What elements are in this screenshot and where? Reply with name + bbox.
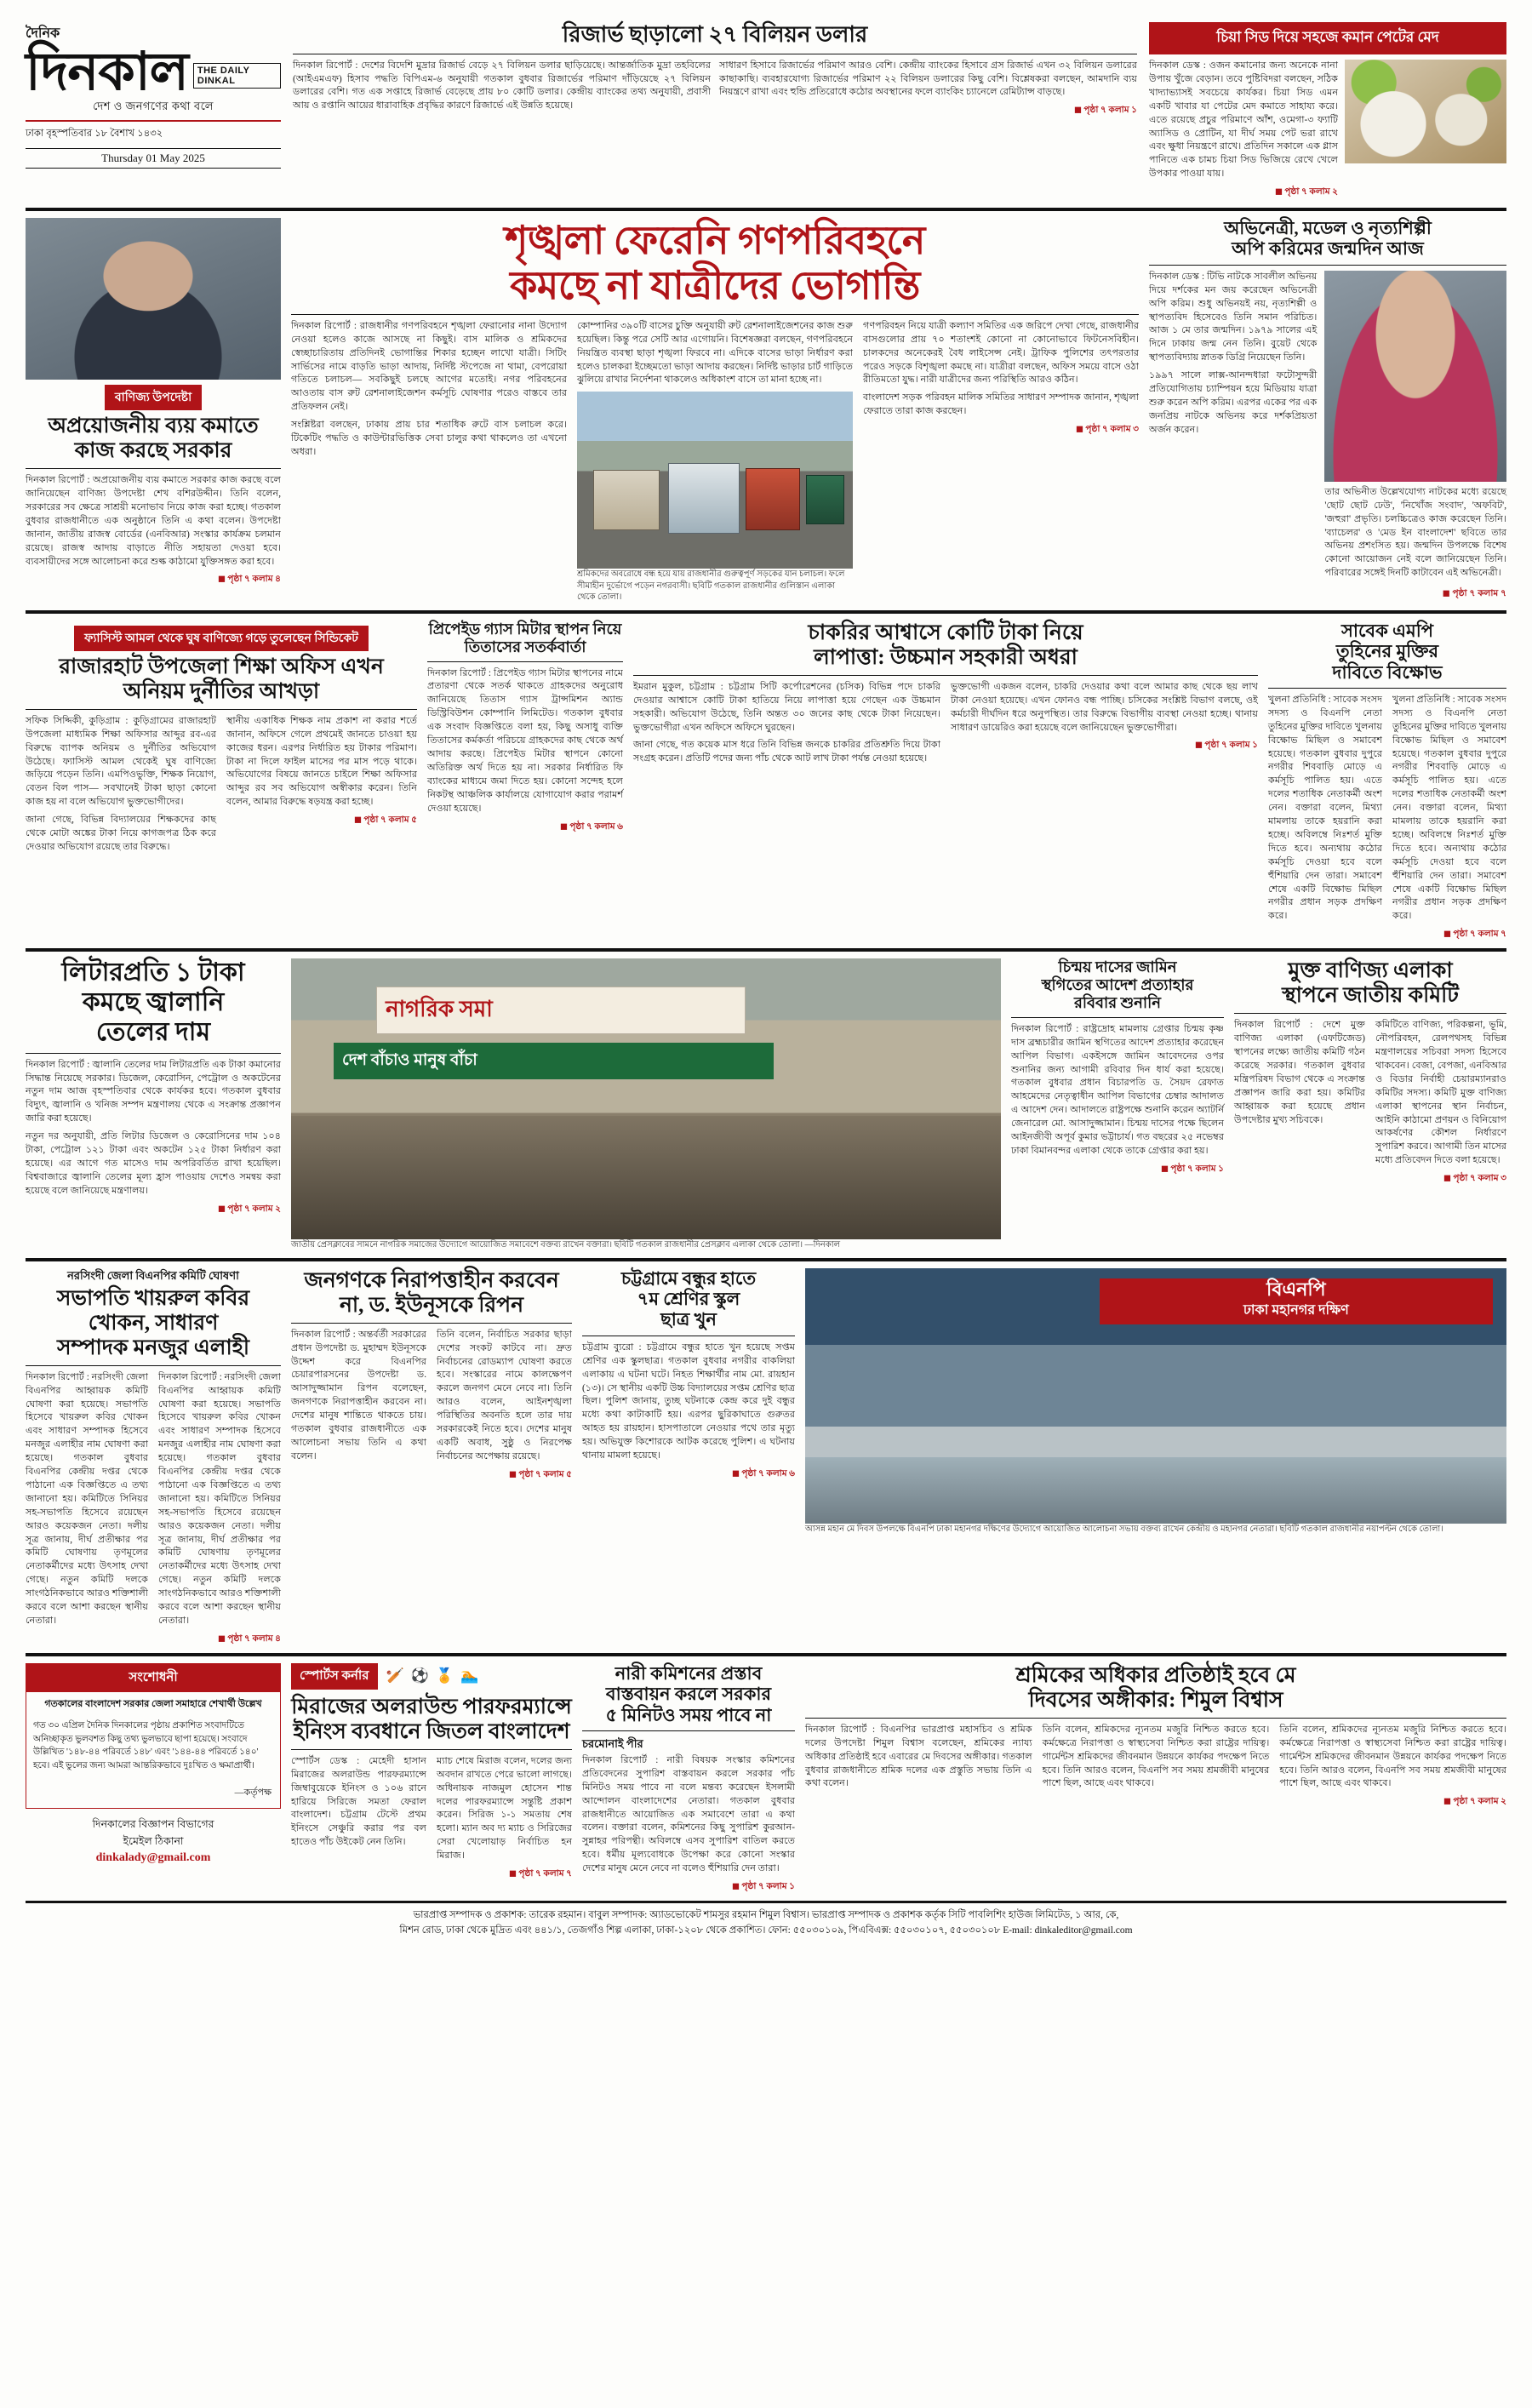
masthead-bengali-date: ঢাকা বৃহস্পতিবার ১৮ বৈশাখ ১৪৩২ [26,129,163,140]
adviser-story [26,218,281,603]
correction-body: গত ৩০ এপ্রিল দৈনিক দিনকালের পৃষ্ঠায় প্রকাশিত সংবাদটিতে অনিচ্ছাকৃত ভুলবশত কিছু তথ্য ভুলভাবে ছাপা হয়েছে। সংবাদে উল্লিখিত '১৪৮-৪৪ পরিবর্তে ১৪৮' এবং '১৪৪-৪৪ পরিবর্তে ১৪০' হবে। এই ভুলের জন্য আমরা আন্তরিকভাবে দুঃখিত ও ক্ষমাপ্রার্থী। [33,1720,259,1771]
ripon-story [291,1268,572,1646]
correction-block [26,1663,281,1894]
fuel-text: দিনকাল রিপোর্ট : জ্বালানি তেলের দাম লিটারপ্রতি এক টাকা কমানোর সিদ্ধান্ত নিয়েছে সরকার। ডিজেল, কেরোসিন, পেট্রোল ও অকটেনের নতুন দাম আজ বৃহস্পতিবার থেকে কার্যকর হবে। গতকাল বুধবার বিদ্যুৎ, জ্বালানি ও খনিজ সম্পদ মন্ত্রণালয় থেকে এ সংক্রান্ত প্রজ্ঞাপন জারি করা হয়েছে। নতুন দর অনুযায়ী, প্রতি লিটার ডিজেল ও কেরোসিনের দাম ১০৪ টাকা, পেট্রোল ১২১ টাকা এবং অকটেন ১২৫ টাকা নির্ধারণ করা হয়েছে। এর আগে গত মাসেও দাম অপরিবর্তিত রাখা হয়েছিল। বিশ্ববাজারে জ্বালানি তেলের মূল্য হ্রাস পাওয়ায় দেশেও সমন্বয় করা হয়েছে বলে জানিয়েছে মন্ত্রণালয়। ◼ পৃষ্ঠা ৭ কলাম ২ [26,1059,281,1214]
adviser-headline: অপ্রয়োজনীয় ব্যয় কমাতে কাজ করছে সরকার [48,415,259,463]
narsingdi-bnp-story [26,1268,281,1646]
bnp-meeting-photo [805,1268,1506,1524]
sports-block [291,1663,572,1894]
rajarhat-story [26,621,417,941]
titas-more-link[interactable]: ◼ পৃষ্ঠা ৭ কলাম ৬ [560,821,623,832]
job-fraud-column-2: ভুক্তভোগী একজন বলেন, চাকরি দেওয়ার কথা বলে আমার কাছ থেকে ছয় লাখ টাকা নেওয়া হয়েছে। এখন ফোনও বন্ধ পাচ্ছি। চসিকের সংশ্লিষ্ট বিভাগ বলছে, ওই কর্মচারী দীর্ঘদিন ধরে অনুপস্থিত। তার বিরুদ্ধে বিভাগীয় ব্যবস্থা নেওয়া হচ্ছে। থানায় সাধারণ ডায়েরিও করা হয়েছে বলে জানিয়েছেন ভুক্তভোগীরা। ◼ পৃষ্ঠা ৭ কলাম ১ [951,681,1258,751]
hero-more-link[interactable]: ◼ পৃষ্ঠা ৭ কলাম ৩ [1076,425,1139,435]
free-trade-column-1: দিনকাল রিপোর্ট : দেশে মুক্ত বাণিজ্য এলাকা (এফটিজেড) স্থাপনের লক্ষ্যে জাতীয় কমিটি গঠন করেছে সরকার। গতকাল বুধবার মন্ত্রিপরিষদ বিভাগ থেকে এ সংক্রান্ত প্রজ্ঞাপন জারি করা হয়। কমিটির আহ্বায়ক করা হয়েছে প্রধান উপদেষ্টার মুখ্য সচিবকে। [1234,1020,1365,1125]
sports-icons [386,1667,479,1684]
actress-headline-line1: অভিনেত্রী, মডেল ও নৃত্যশিল্পী [1224,218,1432,239]
correction-signature: —কর্তৃপক্ষ [234,1787,272,1798]
actress-story [1149,218,1506,603]
correction-box [26,1663,281,1809]
pir-kicker: চরমোনাই পীর [582,1736,643,1750]
cricket-icon: 🏏 [386,1667,404,1684]
rajarhat-column-2: স্থানীয় একাধিক শিক্ষক নাম প্রকাশ না করার শর্তে জানান, অফিসে গেলে প্রথমেই জানতে চাওয়া হয় কাজের ধরন। এরপর নির্ধারিত হয় টাকার পরিমাণ। টাকা না দিলে ফাইল মাসের পর মাস পড়ে থাকে। অভিযোগের বিষয়ে জানতে চাইলে শিক্ষা অফিসার আব্দুর রব সব অভিযোগ অস্বীকার করেন। তিনি বলেন, আমার বিরুদ্ধে ষড়যন্ত্র করা হচ্ছে। ◼ পৃষ্ঠা ৭ কলাম ৫ [226,715,417,826]
ctg-text: চট্টগ্রাম ব্যুরো : চট্টগ্রামে বন্ধুর হাতে খুন হয়েছে সপ্তম শ্রেণির এক স্কুলছাত্র। গতকাল বুধবার নগরীর বাকলিয়া এলাকায় এ ঘটনা ঘটে। নিহত শিক্ষার্থীর নাম মো. রায়হান (১৩)। সে স্থানীয় একটি উচ্চ বিদ্যালয়ের সপ্তম শ্রেণির ছাত্র ছিল। পুলিশ জানায়, তুচ্ছ ঘটনাকে কেন্দ্র করে দুই বন্ধুর মধ্যে কথা কাটাকাটি হয়। এরপর ছুরিকাঘাতে গুরুতর আহত হয় রায়হান। হাসপাতালে নেওয়ার পথে তার মৃত্যু হয়। অভিযুক্ত কিশোরকে আটক করেছে পুলিশ। এ ঘটনায় থানায় মামলা হয়েছে। ◼ পৃষ্ঠা ৭ কলাম ৬ [582,1341,795,1479]
free-trade-more-link[interactable]: ◼ পৃষ্ঠা ৭ কলাম ৩ [1443,1174,1506,1184]
actress-headline-line2: অপি করিমের জন্মদিন আজ [1232,238,1424,260]
third-row [26,958,1506,1251]
hero-column-2: কোম্পানির ৩৯০টি বাসের চুক্তি অনুযায়ী রুট রেশনালাইজেশনের কাজ শুরু হয়েছিল। কিন্তু পরে সেটি আর এগোয়নি। বিশেষজ্ঞরা বলছেন, গণপরিবহনে নিয়ন্ত্রিত ব্যবস্থা ছাড়া শৃঙ্খলা ফিরবে না। এদিকে বাসের ভাড়া নির্ধারণ করা হলেও চালকরা ইচ্ছেমতো ভাড়া আদায় করছেন। নির্দিষ্ট ভাড়ার চার্ট গাড়িতে ঝুলিয়ে রাখার নির্দেশনা থাকলেও অধিকাংশ বাসে তা মানা হচ্ছে না। শ্রমিকদের অবরোধে বন্ধ হয়ে যায় রাজধানীর গুরুত্বপূর্ণ সড়কের যান চলাচল। ফলে সীমাহীন দুর্ভোগে পড়েন নগরবাসী। ছবিটি গতকাল রাজধানীর গুলিস্তান এলাকা থেকে তোলা। [577,320,853,603]
commerce-adviser-photo [26,218,281,380]
football-icon: ⚽ [410,1667,429,1684]
footer-line-1: ভারপ্রাপ্ত সম্পাদক ও প্রকাশক: তারেক রহমান। বাবুল সম্পাদক: অ্যাডভোকেট শামসুর রহমান শিমুল বিশ্বাস। ভারপ্রাপ্ত সম্পাদক ও প্রকাশক কর্তৃক সিটি পাবলিশিং হাউজ লিমিটেড, ১ আর, কে, [413,1909,1119,1920]
shimul-column-1: দিনকাল রিপোর্ট : বিএনপির ভারপ্রাপ্ত মহাসচিব ও শ্রমিক দলের উপদেষ্টা শিমুল বিশ্বাস বলেছেন, শ্রমিকের ন্যায্য অধিকার প্রতিষ্ঠাই হবে এবারের মে দিবসের অঙ্গীকার। গতকাল বুধবার রাজধানীতে শ্রমিক দলের এক প্রস্তুতি সভায় তিনি এ কথা বলেন। [805,1724,1032,1789]
adviser-more-link[interactable]: ◼ পৃষ্ঠা ৭ কলাম ৪ [218,575,281,585]
sports-column-2: ম্যাচ শেষে মিরাজ বলেন, দলের জন্য অবদান রাখতে পেরে ভালো লাগছে। অধিনায়ক নাজমুল হোসেন শান্ত দলের পারফরম্যান্সে সন্তুষ্টি প্রকাশ করেন। সিরিজ ১-১ সমতায় শেষ হলো। ম্যান অব দ্য ম্যাচ ও সিরিজের সেরা খেলোয়াড় নির্বাচিত হন মিরাজ। ◼ পৃষ্ঠা ৭ কলাম ৭ [437,1755,572,1879]
women-headline-line3: ৫ মিনিটও সময় পাবে না [605,1704,772,1725]
women-commission-story [582,1663,795,1894]
sports-corner-label: স্পোর্টস কর্নার [291,1663,378,1690]
logo-small-text: দৈনিক [26,26,60,41]
masthead-branding [26,22,281,169]
correction-heading: সংশোধনী [26,1664,280,1692]
chinmoy-text: দিনকাল রিপোর্ট : রাষ্ট্রদ্রোহ মামলায় গ্রেপ্তার চিন্ময় কৃষ্ণ দাস ব্রহ্মচারীর জামিন স্থগিতের আদেশ প্রত্যাহার করেছেন আপিল বিভাগ। একইসঙ্গে জামিন আবেদনের ওপর শুনানির জন্য আগামী রবিবার দিন ধার্য করা হয়েছে। গতকাল বুধবার প্রধান বিচারপতি ড. সৈয়দ রেফাত আহমেদের নেতৃত্বাধীন আপিল বিভাগের চেম্বার আদালত এ আদেশ দেন। আদালতে রাষ্ট্রপক্ষে শুনানি করেন অ্যাটর্নি জেনারেল মো. আসাদুজ্জামান। চিন্ময় দাসের পক্ষে ছিলেন আইনজীবী অপূর্ব কুমার ভট্টাচার্য। গত বছরের ২৫ নভেম্বর ঢাকা বিমানবন্দর এলাকা থেকে তাকে গ্রেপ্তার করা হয়। ◼ পৃষ্ঠা ৭ কলাম ১ [1011,1023,1224,1174]
hero-column-1: দিনকাল রিপোর্ট : রাজধানীর গণপরিবহনে শৃঙ্খলা ফেরানোর নানা উদ্যোগ নেওয়া হলেও কাজে আসছে না কিছুই। বাস মালিক ও শ্রমিকদের স্বেচ্ছাচারিতায় প্রতিদিনই ভোগান্তির শিকার হচ্ছেন লাখো যাত্রী। সিটিং সার্ভিসের নামে বাড়তি ভাড়া আদায়, নির্দিষ্ট স্টপেজে না থামা, বেপরোয়া গতিতে চলাচল— সবকিছুই চলছে আগের মতোই। নগর পরিবহনের আওতায় বাস রুট রেশনালাইজেশন কর্মসূচি ঘোষণার পরেও বাস্তবে তার প্রতিফলন নেই। সংশ্লিষ্টরা বলছেন, ঢাকায় প্রায় চার শতাধিক রুটে বাস চলাচল করে। টিকেটিং পদ্ধতি ও কাউন্টারভিত্তিক সেবা চালুর কথা থাকলেও তা এখনো অধরা। [291,320,567,457]
sports-corner-bar [291,1663,572,1690]
second-row [26,621,1506,941]
narsingdi-headline-line2: খোকন, সাধারণ [88,1311,219,1335]
ripon-headline-line2: না, ড. ইউনূসকে রিপন [339,1293,524,1317]
shimul-story [805,1663,1506,1894]
mp-tuhin-text: খুলনা প্রতিনিধি : সাবেক সংসদ সদস্য ও বিএনপি নেতা তুহিনের মুক্তির দাবিতে খুলনায় বিক্ষোভ মিছিল ও সমাবেশ হয়েছে। গতকাল বুধবার দুপুরে নগরীর শিববাড়ি মোড়ে এ কর্মসূচি পালিত হয়। এতে দলের শতাধিক নেতাকর্মী অংশ নেন। বক্তারা বলেন, মিথ্যা মামলায় তাকে হয়রানি করা হচ্ছে। অবিলম্বে নিঃশর্ত মুক্তি দিতে হবে। অন্যথায় কঠোর কর্মসূচি দেওয়া হবে বলে হুঁশিয়ারি দেন তারা। সমাবেশ শেষে একটি বিক্ষোভ মিছিল নগরীর প্রধান সড়ক প্রদক্ষিণ করে। [1268,694,1382,922]
opi-karim-photo [1324,271,1506,482]
actress-more-link[interactable]: ◼ পৃষ্ঠা ৭ কলাম ৭ [1442,588,1506,599]
bnp-photo-caption: আসন্ন মহান মে দিবস উপলক্ষে বিএনপি ঢাকা মহানগর দক্ষিণের উদ্যোগে আয়োজিত আলোচনা সভায় বক্তব্য রাখেন কেন্দ্রীয় ও মহানগর নেতারা। ছবিটি গতকাল রাজধানীর নয়াপল্টন থেকে তোলা। [805,1524,1443,1534]
job-fraud-story [633,621,1258,941]
lead-headline: রিজার্ভ ছাড়ালো ২৭ বিলিয়ন ডলার [562,22,868,47]
chinmoy-headline-line1: চিন্ময় দাসের জামিন [1058,958,1177,976]
rally-banner-1: নাগরিক সমা [386,997,493,1022]
women-headline-line1: নারী কমিশনের প্রস্তাব [615,1662,763,1684]
narsingdi-column-2: দিনকাল রিপোর্ট : নরসিংদী জেলা বিএনপির আহ্বায়ক কমিটি ঘোষণা করা হয়েছে। সভাপতি হিসেবে খায়রুল কবির খোকন এবং সাধারণ সম্পাদক হিসেবে মনজুর এলাহীর নাম ঘোষণা করা হয়েছে। গতকাল বুধবার বিএনপির কেন্দ্রীয় দপ্তর থেকে পাঠানো এক বিজ্ঞপ্তিতে এ তথ্য জানানো হয়। কমিটিতে সিনিয়র সহ-সভাপতি হিসেবে রয়েছেন আরও কয়েকজন নেতা। দলীয় সূত্র জানায়, দীর্ঘ প্রতীক্ষার পর কমিটি ঘোষণায় তৃণমূলের নেতাকর্মীদের মধ্যে উৎসাহ দেখা গেছে। নতুন কমিটি দলকে সাংগঠনিকভাবে আরও শক্তিশালী করবে বলে আশা করছেন স্থানীয় নেতারা। ◼ পৃষ্ঠা ৭ কলাম ৪ [158,1371,281,1644]
ctg-more-link[interactable]: ◼ পৃষ্ঠা ৭ কলাম ৬ [732,1468,795,1479]
shimul-headline-line2: দিবসের অঙ্গীকার: শিমুল বিশ্বাস [1028,1688,1283,1712]
job-fraud-more-link[interactable]: ◼ পৃষ্ঠা ৭ কলাম ১ [1195,741,1258,751]
bnp-photo-block [805,1268,1506,1646]
sports-column-1: স্পোর্টস ডেস্ক : মেহেদী হাসান মিরাজের অলরাউন্ড পারফরম্যান্সে জিম্বাবুয়েকে ইনিংস ও ১০৬ রানে হারিয়ে সিরিজে সমতা ফেরাল বাংলাদেশ। চট্টগ্রাম টেস্টে প্রথম ইনিংসে সেঞ্চুরি করার পর বল হাতেও পাঁচ উইকেট নেন তিনি। [291,1755,426,1848]
ripon-column-2: তিনি বলেন, নির্বাচিত সরকার ছাড়া দেশের সংকট কাটবে না। দ্রুত নির্বাচনের রোডম্যাপ ঘোষণা করতে হবে। সংস্কারের নামে কালক্ষেপণ করলে জনগণ মেনে নেবে না। তিনি আরও বলেন, আইনশৃঙ্খলা পরিস্থিতির অবনতি হলে তার দায় সরকারকেই নিতে হবে। দেশের মানুষ একটি অবাধ, সুষ্ঠু ও নিরপেক্ষ নির্বাচনের অপেক্ষায় রয়েছে। ◼ পৃষ্ঠা ৭ কলাম ৫ [437,1329,572,1479]
swimmer-icon: 🏊 [460,1667,479,1684]
correction-subheading: গতকালের বাংলাদেশ সরকার জেলা সমাহারে শেখার্থী উল্লেখ [44,1698,262,1709]
fuel-headline-line3: তেলের দাম [95,1017,211,1046]
free-trade-column-2: কমিটিতে বাণিজ্য, পরিকল্পনা, ভূমি, নৌপরিবহন, রেলপথসহ বিভিন্ন মন্ত্রণালয়ের সচিবরা সদস্য হিসেবে থাকবেন। বেজা, বেপজা, এনবিআর ও বিডার নির্বাহী চেয়ারম্যানরাও কমিটির সদস্য। কমিটি মুক্ত বাণিজ্য এলাকা স্থাপনের স্থান নির্বাচন, আইনি কাঠামো প্রণয়ন ও বিনিয়োগ আকর্ষণের কৌশল নির্ধারণে সুপারিশ করবে। আগামী তিন মাসের মধ্যে প্রতিবেদন দিতে বলা হয়েছে। ◼ পৃষ্ঠা ৭ কলাম ৩ [1375,1020,1506,1184]
adviser-kicker: বাণিজ্য উপদেষ্টা [105,385,202,410]
masthead-english-date: Thursday 01 May 2025 [26,148,281,169]
ripon-headline-line1: জনগণকে নিরাপত্তাহীন করবেন [304,1268,559,1292]
ad-email-line1: দিনকালের বিজ্ঞাপন বিভাগের [92,1817,214,1830]
fourth-row [26,1268,1506,1646]
logo-english-name: THE DAILY DINKAL [193,63,281,89]
page-footer [26,1901,1506,1939]
shimul-headline-line1: শ্রমিকের অধিকার প্রতিষ্ঠাই হবে মে [1015,1663,1296,1687]
job-fraud-column-1: ইমরান মুকুল, চট্টগ্রাম : চট্টগ্রাম সিটি কর্পোরেশনের (চসিক) বিভিন্ন পদে চাকরি দেওয়ার আশ্বাসে কোটি টাকা হাতিয়ে নিয়ে লাপাত্তা হয়ে গেছেন এক উচ্চমান সহকারী। অভিযোগ উঠেছে, তিনি অন্তত ৩০ জনের কাছ থেকে টাকা নিয়েছেন। ভুক্তভোগীরা এখন অফিসে অফিসে ঘুরছেন। জানা গেছে, গত কয়েক মাস ধরে তিনি বিভিন্ন জনকে চাকরির প্রতিশ্রুতি দিয়ে টাকা সংগ্রহ করেন। প্রতিটি পদের জন্য পাঁচ থেকে আট লাখ টাকা পর্যন্ত নেওয়া হয়েছে। [633,681,940,764]
mp-tuhin-more-link[interactable]: ◼ পৃষ্ঠা ৭ কলাম ৭ [1443,929,1506,940]
free-trade-headline-line2: স্থাপনে জাতীয় কমিটি [1282,984,1459,1008]
hero-headline-line1: শৃঙ্খলা ফেরেনি গণপরিবহনে [505,219,925,263]
ctg-murder-story [582,1268,795,1646]
women-headline-line2: বাস্তবায়ন করলে সরকার [605,1684,772,1705]
medal-icon: 🏅 [435,1667,454,1684]
lead-column-2: সাধারণ হিসাবে রিজার্ভের পরিমাণ আরও বেশি। কেন্দ্রীয় ব্যাংকের হিসাবে গ্রস রিজার্ভ এখন ৩২ বিলিয়ন ডলারের কাছাকাছি। ব্যবহারযোগ্য রিজার্ভের পরিমাণ ২২ বিলিয়ন ডলারের কিছু বেশি। বিশ্লেষকরা বলছেন, আমদানি ব্যয় নিয়ন্ত্রণে রাখা এবং হুন্ডি প্রতিরোধে কঠোর অবস্থানের ফলে ব্যাংকিং চ্যানেলে রেমিট্যান্স বাড়ছে। ◼ পৃষ্ঠা ৭ কলাম ১ [719,60,1137,116]
chinmoy-more-link[interactable]: ◼ পৃষ্ঠা ৭ কলাম ১ [1161,1164,1224,1174]
narsingdi-kicker: নরসিংদী জেলা বিএনপির কমিটি ঘোষণা [67,1268,239,1282]
women-more-link[interactable]: ◼ পৃষ্ঠা ৭ কলাম ১ [732,1882,795,1892]
masthead [26,22,1506,199]
titas-text: দিনকাল রিপোর্ট : প্রিপেইড গ্যাস মিটার স্থাপনের নামে প্রতারণা থেকে সতর্ক থাকতে গ্রাহকদের অনুরোধ জানিয়েছে তিতাস গ্যাস ট্রান্সমিশন অ্যান্ড ডিস্ট্রিবিউশন কোম্পানি লিমিটেড। গতকাল বুধবার এক সংবাদ বিজ্ঞপ্তিতে বলা হয়, কিছু অসাধু ব্যক্তি তিতাসের কর্মকর্তা পরিচয়ে গ্রাহকদের কাছ থেকে অর্থ আদায় করছে। প্রিপেইড মিটার স্থাপনে কোনো অতিরিক্ত অর্থ দিতে হয় না। সরকার নির্ধারিত ফি ব্যাংকের মাধ্যমে জমা দিতে হয়। কোনো সন্দেহ হলে নিকটস্থ আঞ্চলিক কার্যালয়ে যোগাযোগ করার পরামর্শ দেওয়া হয়েছে। ◼ পৃষ্ঠা ৭ কলাম ৬ [427,667,623,832]
sports-more-link[interactable]: ◼ পৃষ্ঠা ৭ কলাম ৭ [509,1869,572,1879]
sports-headline-line2: ইনিংস ব্যবধানে জিতল বাংলাদেশ [293,1719,570,1743]
mp-tuhin-headline-line3: দাবিতে বিক্ষোভ [1332,661,1443,683]
narsingdi-column-1: দিনকাল রিপোর্ট : নরসিংদী জেলা বিএনপির আহ্বায়ক কমিটি ঘোষণা করা হয়েছে। সভাপতি হিসেবে খায়রুল কবির খোকন এবং সাধারণ সম্পাদক হিসেবে মনজুর এলাহীর নাম ঘোষণা করা হয়েছে। গতকাল বুধবার বিএনপির কেন্দ্রীয় দপ্তর থেকে পাঠানো এক বিজ্ঞপ্তিতে এ তথ্য জানানো হয়। কমিটিতে সিনিয়র সহ-সভাপতি হিসেবে রয়েছেন আরও কয়েকজন নেতা। দলীয় সূত্র জানায়, দীর্ঘ প্রতীক্ষার পর কমিটি ঘোষণায় তৃণমূলের নেতাকর্মীদের মধ্যে উৎসাহ দেখা গেছে। নতুন কমিটি দলকে সাংগঠনিকভাবে আরও শক্তিশালী করবে বলে আশা করছেন স্থানীয় নেতারা। [26,1371,148,1627]
sports-headline-line1: মিরাজের অলরাউন্ড পারফরম্যান্সে [291,1695,572,1719]
narsingdi-headline-line1: সভাপতি খায়রুল কবির [56,1286,250,1310]
ripon-column-1: দিনকাল রিপোর্ট : অন্তর্বর্তী সরকারের প্রধান উপদেষ্টা ড. মুহাম্মদ ইউনূসকে উদ্দেশ করে বিএনপির চেয়ারপারসনের উপদেষ্টা ড. আসাদুজ্জামান রিপন বলেছেন, জনগণকে নিরাপত্তাহীন করবেন না। দেশের মানুষ শান্তিতে থাকতে চায়। গতকাল বুধবার রাজধানীতে এক আলোচনা সভায় তিনি এ কথা বলেন। [291,1329,426,1461]
job-fraud-headline-line1: চাকরির আশ্বাসে কোটি টাকা নিয়ে [808,621,1083,644]
mp-tuhin-story [1268,621,1506,941]
chinmoy-headline-line2: স্থগিতের আদেশ প্রত্যাহার [1041,976,1194,994]
fuel-headline-line1: লিটারপ্রতি ১ টাকা [61,958,245,987]
ad-email-address[interactable]: dinkalady@gmail.com [95,1850,211,1864]
shimul-column-3: তিনি বলেন, শ্রমিকদের ন্যূনতম মজুরি নিশ্চিত করতে হবে। কর্মক্ষেত্রে নিরাপত্তা ও স্বাস্থ্যসেবা নিশ্চিত করা রাষ্ট্রের দায়িত্ব। গার্মেন্টস শ্রমিকদের জীবনমান উন্নয়নে কার্যকর পদক্ষেপ নিতে হবে। তিনি আরও বলেন, বিএনপি সব সময় শ্রমজীবী মানুষের পাশে ছিল, আছে এবং থাকবে। ◼ পৃষ্ঠা ৭ কলাম ২ [1279,1724,1507,1807]
rajarhat-column-1: সফিক সিদ্দিকী, কুড়িগ্রাম : কুড়িগ্রামের রাজারহাট উপজেলা মাধ্যমিক শিক্ষা অফিসার আব্দুর রব-এর বিরুদ্ধে ব্যাপক অনিয়ম ও দুর্নীতির অভিযোগ উঠেছে। ফ্যাসিস্ট আমল থেকেই ঘুষ বাণিজ্যে জড়িয়ে পড়েন তিনি। এমপিওভুক্তি, শিক্ষক নিয়োগ, বেতন বিল পাস— সবখানেই টাকা ছাড়া কোনো কাজ হয় না বলে অভিযোগ ভুক্তভোগীদের। জানা গেছে, বিভিন্ন বিদ্যালয়ের শিক্ষকদের কাছ থেকে মোটা অঙ্কের টাকা নিয়ে কাগজপত্র ঠিক করে দেওয়ার অভিযোগ রয়েছে তার বিরুদ্ধে। [26,715,216,852]
shimul-column-2: তিনি বলেন, শ্রমিকদের ন্যূনতম মজুরি নিশ্চিত করতে হবে। কর্মক্ষেত্রে নিরাপত্তা ও স্বাস্থ্যসেবা নিশ্চিত করা রাষ্ট্রের দায়িত্ব। গার্মেন্টস শ্রমিকদের জীবনমান উন্নয়নে কার্যকর পদক্ষেপ নিতে হবে। তিনি আরও বলেন, বিএনপি সব সময় শ্রমজীবী মানুষের পাশে ছিল, আছে এবং থাকবে। [1042,1724,1270,1789]
titas-headline: প্রিপেইড গ্যাস মিটার স্থাপন নিয়ে তিতাসের সতর্কবার্তা [428,620,622,655]
free-trade-headline-line1: মুক্ত বাণিজ্য এলাকা [1288,959,1453,983]
job-fraud-headline-line2: লাপাত্তা: উচ্চমান সহকারী অধরা [814,645,1078,669]
rally-photo-caption: জাতীয় প্রেসক্লাবের সামনে নাগরিক সমাজের উদ্যোগে আয়োজিত সমাবেশে বক্তব্য রাখেন বক্তারা। ছবিটি গতকাল রাজধানীর প্রেসক্লাব এলাকা থেকে তোলা। —দিনকাল [291,1240,841,1250]
hero-column-3: গণপরিবহন নিয়ে যাত্রী কল্যাণ সমিতির এক জরিপে দেখা গেছে, রাজধানীর বাসগুলোর প্রায় ৭০ শতাংশই কোনো না কোনোভাবে ফিটনেসবিহীন। চালকদের অনেকেরই বৈধ লাইসেন্স নেই। ট্রাফিক পুলিশের তৎপরতার পরেও সড়কে বিশৃঙ্খলা কমছে না। যাত্রীরা বলছেন, অফিস সময়ে বাসে ওঠা রীতিমতো যুদ্ধ। নারী যাত্রীদের জন্য পরিস্থিতি আরও কঠিন। বাংলাদেশ সড়ক পরিবহন মালিক সমিতির সাধারণ সম্পাদক জানান, শৃঙ্খলা ফেরাতে তারা কাজ করছেন। ◼ পৃষ্ঠা ৭ কলাম ৩ [863,320,1139,435]
fuel-price-story [26,958,281,1251]
ad-email-block [26,1809,281,1873]
fuel-more-link[interactable]: ◼ পৃষ্ঠা ৭ কলাম ২ [218,1204,281,1214]
chinmoy-headline-line3: রবিবার শুনানি [1073,993,1162,1011]
rajarhat-headline: রাজারহাট উপজেলা শিক্ষা অফিস এখন অনিয়ম দুর্নীতির আখড়া [59,655,384,703]
health-story-text: দিনকাল ডেস্ক : ওজন কমানোর জন্য অনেকে নানা উপায় খুঁজে বেড়ান। তবে পুষ্টিবিদরা বলছেন, সঠিক খাদ্যাভ্যাসই সবচেয়ে কার্যকর। চিয়া সিড এমন একটি খাবার যা পেটের মেদ কমাতে সাহায্য করে। এতে রয়েছে প্রচুর পরিমাণে আঁশ, ওমেগা-৩ ফ্যাটি অ্যাসিড ও প্রোটিন, যা দীর্ঘ সময় পেট ভরা রাখে এবং ক্ষুধা নিয়ন্ত্রণে রাখে। প্রতিদিন সকালে এক গ্লাস পানিতে এক চামচ চিয়া সিড ভিজিয়ে রেখে খেলে উপকার পাওয়া যায়। ◼ পৃষ্ঠা ৭ কলাম ২ [1149,60,1338,197]
rally-banner-2: দেশ বাঁচাও মানুষ বাঁচা [342,1050,477,1069]
ctg-headline-line1: চট্টগ্রামে বন্ধুর হাতে [620,1267,757,1289]
actress-column-2: তার অভিনীত উল্লেখযোগ্য নাটকের মধ্যে রয়েছে 'ছোট ছোট ঢেউ', 'নিখোঁজ সংবাদ', 'অফবিট', 'জহুরা' প্রভৃতি। চলচ্চিত্রেও কাজ করেছেন তিনি। 'ব্যাচেলর' ও 'মেড ইন বাংলাদেশ' ছবিতে তার অভিনয় প্রশংসিত হয়। জন্মদিন উপলক্ষে বিশেষ কোনো আয়োজন নেই বলে জানিয়েছেন তিনি। পরিবারের সঙ্গেই দিনটি কাটাবেন এই অভিনেত্রী। [1324,486,1506,579]
logo-tagline: দেশ ও জনগণের কথা বলে [93,100,214,113]
lead-column-1: দিনকাল রিপোর্ট : দেশের বিদেশি মুদ্রার রিজার্ভ বেড়ে ২৭ বিলিয়ন ডলার ছাড়িয়েছে। আন্তর্জাতিক মুদ্রা তহবিলের (আইএমএফ) হিসাব পদ্ধতি বিপিএম-৬ অনুযায়ী গতকাল বুধবার রিজার্ভের পরিমাণ দাঁড়িয়েছে ২৭ বিলিয়ন ডলারের বেশি। গত এক সপ্তাহে রিজার্ভ বেড়েছে প্রায় ৮০ কোটি ডলার। কেন্দ্রীয় ব্যাংকের তথ্য অনুযায়ী, প্রবাসী আয় ও রপ্তানি আয়ের ধারাবাহিক প্রবৃদ্ধির কারণে রিজার্ভে এই উন্নতি হয়েছে। [293,60,711,112]
hero-headline-line2: কমছে না যাত্রীদের ভোগান্তি [510,264,920,308]
ripon-more-link[interactable]: ◼ পৃষ্ঠা ৭ কলাম ৫ [509,1469,572,1479]
fifth-row [26,1663,1506,1894]
fuel-headline-line2: কমছে জ্বালানি [82,988,225,1016]
lead-more-link[interactable]: ◼ পৃষ্ঠা ৭ কলাম ১ [1074,106,1137,116]
chia-seed-photo [1345,60,1506,163]
women-text: দিনকাল রিপোর্ট : নারী বিষয়ক সংস্কার কমিশনের প্রতিবেদনের সুপারিশ বাস্তবায়ন করলে সরকার পাঁচ মিনিটও সময় পাবে না বলে মন্তব্য করেছেন ইসলামী আন্দোলন বাংলাদেশের নেতারা। গতকাল বুধবার রাজধানীতে আয়োজিত এক সমাবেশে তারা এ কথা বলেন। বক্তারা বলেন, কমিশনের কিছু সুপারিশ কুরআন-সুন্নাহর পরিপন্থী। অবিলম্বে এসব সুপারিশ বাতিল করতে হবে। ধর্মীয় মূল্যবোধকে উপেক্ষা করে কোনো সংস্কার দেশের মানুষ মেনে নেবে না বলেও হুঁশিয়ারি দেন তারা। ◼ পৃষ্ঠা ৭ কলাম ১ [582,1754,795,1892]
narsingdi-more-link[interactable]: ◼ পৃষ্ঠা ৭ কলাম ৪ [218,1633,281,1644]
rajarhat-kicker: ফ্যাসিস্ট আমল থেকে ঘুষ বাণিজ্যে গড়ে তুলেছেন সিন্ডিকেট [74,626,369,651]
titas-story [427,621,623,941]
rajarhat-more-link[interactable]: ◼ পৃষ্ঠা ৭ কলাম ৫ [354,815,417,826]
ad-email-line2: ইমেইল ঠিকানা [123,1834,184,1847]
footer-line-2: মিশন রোড, ঢাকা থেকে মুদ্রিত এবং ৪৪১/১, তেজগাঁও শিল্প এলাকা, ঢাকা-১২০৮ থেকে প্রকাশিত। ফোন: ৫৫০৩০১০৯, পিএবিএক্স: ৫৫০৩০১০৭, ৫৫০৩০১০৮ E-mail: dinkaleditor@gmail.com [399,1925,1133,1936]
health-story-headline: চিয়া সিড দিয়ে সহজে কমান পেটের মেদ [1149,22,1506,54]
free-trade-story [1234,958,1506,1251]
rally-photo-block [291,958,1001,1251]
bnp-banner-line2: ঢাকা মহানগর দক্ষিণ [1243,1303,1349,1318]
adviser-text: দিনকাল রিপোর্ট : অপ্রয়োজনীয় ব্যয় কমাতে সরকার কাজ করছে বলে জানিয়েছেন বাণিজ্য উপদেষ্টা শেখ বশিরউদ্দীন। তিনি বলেন, সরকারের সব ক্ষেত্রে সাশ্রয়ী মনোভাব নিয়ে কাজ করা হচ্ছে। গতকাল বুধবার রাজধানীতে এক অনুষ্ঠানে তিনি এ কথা বলেন। উপদেষ্টা জানান, জাতীয় রাজস্ব বোর্ডের (এনবিআর) সংস্কার কার্যক্রম চলমান রয়েছে। রাজস্ব আদায় বাড়াতে নীতি সহায়তা দেওয়া হবে। ব্যবসায়ীদের সঙ্গে আলোচনা করে শুল্ক কাঠামো যুক্তিসঙ্গত করা হবে। ◼ পৃষ্ঠা ৭ কলাম ৪ [26,475,281,585]
citizen-assembly-photo [291,958,1001,1239]
mp-tuhin-headline-line2: তুহিনের মুক্তির [1335,641,1439,662]
ctg-headline-line2: ৭ম শ্রেণির স্কুল [637,1289,740,1310]
shimul-more-link[interactable]: ◼ পৃষ্ঠা ৭ কলাম ২ [1443,1797,1507,1807]
hero-row [26,218,1506,603]
health-more-link[interactable]: ◼ পৃষ্ঠা ৭ কলাম ২ [1275,187,1338,197]
masthead-health-story [1149,22,1506,199]
mp-tuhin-text-2: খুলনা প্রতিনিধি : সাবেক সংসদ সদস্য ও বিএনপি নেতা তুহিনের মুক্তির দাবিতে খুলনায় বিক্ষোভ মিছিল ও সমাবেশ হয়েছে। গতকাল বুধবার দুপুরে নগরীর শিববাড়ি মোড়ে এ কর্মসূচি পালিত হয়। এতে দলের শতাধিক নেতাকর্মী অংশ নেন। বক্তারা বলেন, মিথ্যা মামলায় তাকে হয়রানি করা হচ্ছে। অবিলম্বে নিঃশর্ত মুক্তি দিতে হবে। অন্যথায় কঠোর কর্মসূচি দেওয়া হবে বলে হুঁশিয়ারি দেন তারা। সমাবেশ শেষে একটি বিক্ষোভ মিছিল নগরীর প্রধান সড়ক প্রদক্ষিণ করে। ◼ পৃষ্ঠা ৭ কলাম ৭ [1392,694,1506,940]
narsingdi-headline-line3: সম্পাদক মনজুর এলাহী [57,1336,249,1359]
hero-story [291,218,1139,603]
mp-tuhin-headline-line1: সাবেক এমপি [1341,620,1433,641]
hero-photo-caption: শ্রমিকদের অবরোধে বন্ধ হয়ে যায় রাজধানীর গুরুত্বপূর্ণ সড়কের যান চলাচল। ফলে সীমাহীন দুর্ভোগে পড়েন নগরবাসী। ছবিটি গতকাল রাজধানীর গুলিস্তান এলাকা থেকে তোলা। [577,569,845,603]
logo-title: দিনকাল [26,43,188,101]
masthead-lead-story [281,22,1149,117]
ctg-headline-line3: ছাত্র খুন [660,1309,717,1330]
chinmoy-story [1011,958,1224,1251]
bus-traffic-photo [577,392,853,569]
actress-column-1: দিনকাল ডেস্ক : টিভি নাটকে সাবলীল অভিনয় দিয়ে দর্শকের মন জয় করেছেন অভিনেত্রী অপি করিম। শুধু অভিনয়ই নয়, নৃত্যশিল্পী ও স্থাপত্যবিদ হিসেবেও তিনি সমান পরিচিত। আজ ১ মে তার জন্মদিন। ১৯৭৯ সালের এই দিনে ঢাকায় জন্ম নেন তিনি। বুয়েট থেকে স্থাপত্যবিদ্যায় স্নাতক ডিগ্রি নিয়েছেন তিনি। ১৯৯৭ সালে লাক্স-আনন্দধারা ফটোসুন্দরী প্রতিযোগিতায় চ্যাম্পিয়ন হয়ে মিডিয়ায় যাত্রা শুরু করেন অপি করিম। এরপর একের পর এক জনপ্রিয় নাটকে অভিনয় করে দর্শকপ্রিয়তা অর্জন করেন। [1149,271,1318,435]
bnp-banner-line1: বিএনপি [1266,1278,1326,1301]
